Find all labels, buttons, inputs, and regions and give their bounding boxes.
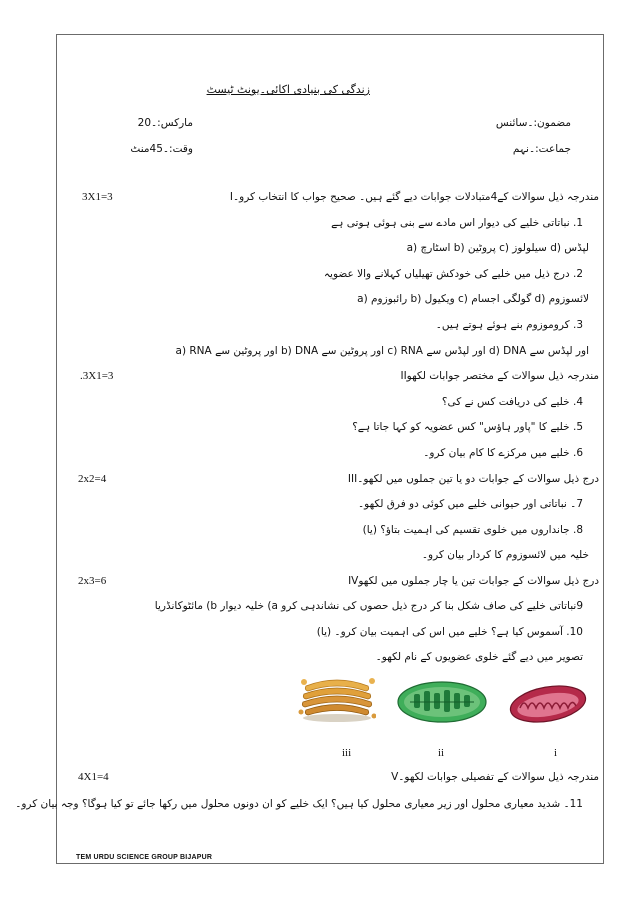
section-4-instruction: IVدرج ذیل سوالات کے جوابات تین یا چار جملوں میں لکھو	[348, 575, 599, 587]
golgi-stack-4	[305, 705, 368, 716]
section-5-marks: 4X1=4	[78, 771, 109, 783]
question-9: 9نباتاتی خلیے کی صاف شکل بنا کر درج ذیل حصوں کی نشاندہی کرو a) خلیہ دیوار b) مائٹوکانڈریا	[154, 600, 583, 612]
marks-label: مارکس:۔20	[137, 117, 193, 129]
section-3-marks: 2x2=4	[78, 473, 107, 485]
question-3: 3. کروموزوم بنے ہوئے ہوتے ہیں۔	[435, 319, 583, 331]
page-title: زندگی کی بنیادی اکائی۔یونٹ ٹیسٹ	[206, 83, 370, 96]
section-5-instruction: Vمندرجہ ذیل سوالات کے تفصیلی جوابات لکھو۔	[391, 771, 599, 783]
section-1-marks: 3X1=3	[82, 191, 113, 203]
golgi-shadow	[303, 714, 371, 722]
subject-label: مضمون:۔سائنس	[495, 117, 571, 129]
question-4: 4. خلیے کی دریافت کس نے کی؟	[441, 396, 583, 408]
question-1-options: a) اسٹارچ b) پروٹین c) سیلولوز d) لپڈس	[406, 242, 589, 254]
question-10-alternate: تصویر میں دیے گئے خلوی عضویوں کے نام لکھو۔	[375, 651, 583, 663]
section-1-instruction: Iمندرجہ ذیل سوالات کے4متبادلات جوابات دیے گئے ہیں۔ صحیح جواب کا انتخاب کرو۔	[229, 191, 599, 203]
question-7: 7۔ نباتاتی اور حیوانی خلیے میں کوئی دو فرق لکھو۔	[358, 498, 583, 510]
class-label: جماعت:۔نہم	[512, 143, 571, 155]
question-11: 11۔ شدید معیاری محلول اور زیر معیاری محلول کیا ہیں؟ ایک خلیے کو ان دونوں محلول میں رکھا جائے تو کیا ہوگا؟ وجہ بیان کرو۔	[15, 798, 583, 810]
figure-label-i: i	[554, 747, 558, 759]
golgi-vesicle-2	[369, 678, 375, 684]
section-3-instruction: IIIدرج ذیل سوالات کے جوابات دو یا تین جملوں میں لکھو۔	[347, 473, 599, 485]
question-3-options: a) RNA اور پروٹین سے b) DNA اور پروٹین سے c) RNA اور لپڈس سے d) DNA اور لپڈس سے	[175, 345, 589, 357]
section-2-instruction: IIمندرجہ ذیل سوالات کے مختصر جوابات لکھو	[400, 370, 599, 382]
time-label: وقت:۔45منٹ	[130, 143, 193, 155]
mitochondria-image	[508, 684, 588, 724]
question-2: 2. درج ذیل میں خلیے کی خودکش تھیلیاں کہلانے والا عضویہ	[323, 268, 583, 280]
question-2-options: a) رائبوزوم b) ویکیول c) گولگی اجسام d) لائسوزوم	[357, 293, 589, 305]
section-4-marks: 2x3=6	[78, 575, 107, 587]
golgi-apparatus-image	[298, 672, 376, 724]
figure-label-ii: ii	[438, 747, 445, 759]
golgi-vesicle-1	[301, 679, 307, 685]
question-1: 1. نباتاتی خلیے کی دیوار اس مادے سے بنی ہوئی ہوتی ہے	[331, 217, 583, 229]
golgi-vesicle-3	[299, 710, 304, 715]
figure-label-iii: iii	[342, 747, 352, 759]
chloroplast-image	[396, 680, 488, 724]
question-8-alternate: خلیہ میں لائسوزوم کا کردار بیان کرو۔	[421, 549, 589, 561]
golgi-vesicle-4	[372, 714, 377, 719]
question-5: 5. خلیے کا "پاور ہاؤس" کس عضویہ کو کہا جاتا ہے؟	[352, 421, 583, 433]
section-2-marks: .3X1=3	[80, 370, 114, 382]
question-8: 8. جانداروں میں خلوی تقسیم کی اہمیت بتاؤ؟ (یا)	[362, 524, 583, 536]
footer-text: TEM URDU SCIENCE GROUP BIJAPUR	[76, 854, 213, 861]
question-6: 6. خلیے میں مرکزے کا کام بیان کرو۔	[423, 447, 583, 459]
question-10: 10. آسموس کیا ہے؟ خلیے میں اس کی اہمیت بیان کرو۔ (یا)	[316, 626, 583, 638]
